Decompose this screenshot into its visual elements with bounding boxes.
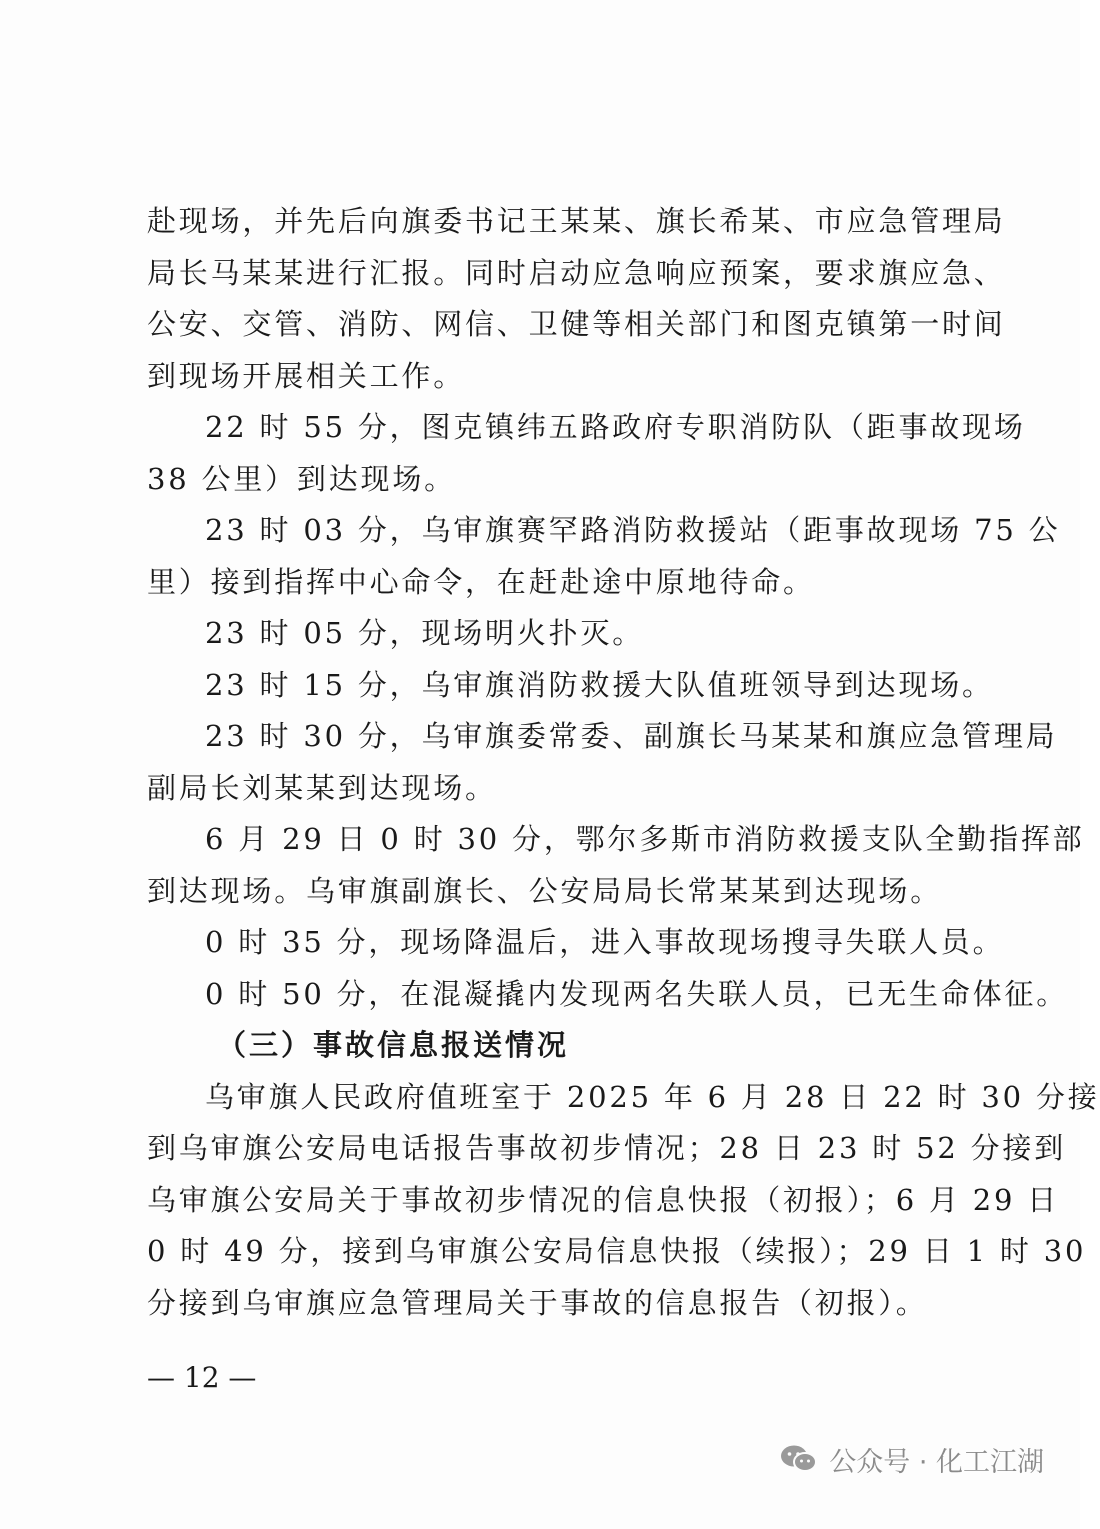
- body-line: 分接到乌审旗应急管理局关于事故的信息报告（初报）。: [147, 1285, 928, 1320]
- body-line: 0 时 49 分，接到乌审旗公安局信息快报（续报）；29 日 1 时 30: [147, 1234, 1087, 1268]
- watermark: [779, 1434, 1044, 1484]
- body-line: 赴现场，并先后向旗委书记王某某、旗长希某、市应急管理局: [147, 204, 1006, 238]
- watermark-text: 公众号 · 化工江湖: [829, 1446, 1044, 1478]
- document-body: [147, 196, 1100, 1329]
- body-line: 22 时 55 分，图克镇纬五路政府专职消防队（距事故现场: [205, 410, 1026, 444]
- body-line: 里）接到指挥中心命令，在赶赴途中原地待命。: [147, 564, 815, 599]
- body-line: 局长马某某进行汇报。同时启动应急响应预案，要求旗应急、: [147, 255, 1006, 290]
- body-line: 23 时 03 分，乌审旗赛罕路消防救援站（距事故现场 75 公: [205, 513, 1061, 547]
- body-line: 6 月 29 日 0 时 30 分，鄂尔多斯市消防救援支队全勤指挥部: [205, 822, 1085, 856]
- body-line: 到达现场。乌审旗副旗长、公安局局长常某某到达现场。: [147, 873, 943, 908]
- wechat-icon: [779, 1443, 819, 1475]
- body-line: 到乌审旗公安局电话报告事故初步情况；28 日 23 时 52 分接到: [147, 1131, 1066, 1165]
- body-line: 23 时 30 分，乌审旗委常委、副旗长马某某和旗应急管理局: [205, 719, 1058, 753]
- body-line: 到现场开展相关工作。: [147, 358, 466, 393]
- body-line: 0 时 50 分，在混凝撬内发现两名失联人员，已无生命体征。: [205, 976, 1069, 1011]
- page-number: — 12 —: [147, 1361, 257, 1394]
- body-line: 公安、交管、消防、网信、卫健等相关部门和图克镇第一时间: [147, 307, 1006, 341]
- body-line: 乌审旗公安局关于事故初步情况的信息快报（初报）；6 月 29 日: [147, 1182, 1060, 1217]
- body-line: 23 时 05 分，现场明火扑灭。: [205, 616, 645, 650]
- body-line: 23 时 15 分，乌审旗消防救援大队值班领导到达现场。: [205, 667, 994, 702]
- section-heading: （三）事故信息报送情况: [217, 1028, 570, 1062]
- body-line: 38 公里）到达现场。: [147, 461, 456, 496]
- body-line: 乌审旗人民政府值班室于 2025 年 6 月 28 日 22 时 30 分接: [205, 1079, 1100, 1114]
- body-line: 副局长刘某某到达现场。: [147, 770, 497, 805]
- body-line: 0 时 35 分，现场降温后，进入事故现场搜寻失联人员。: [205, 925, 1005, 959]
